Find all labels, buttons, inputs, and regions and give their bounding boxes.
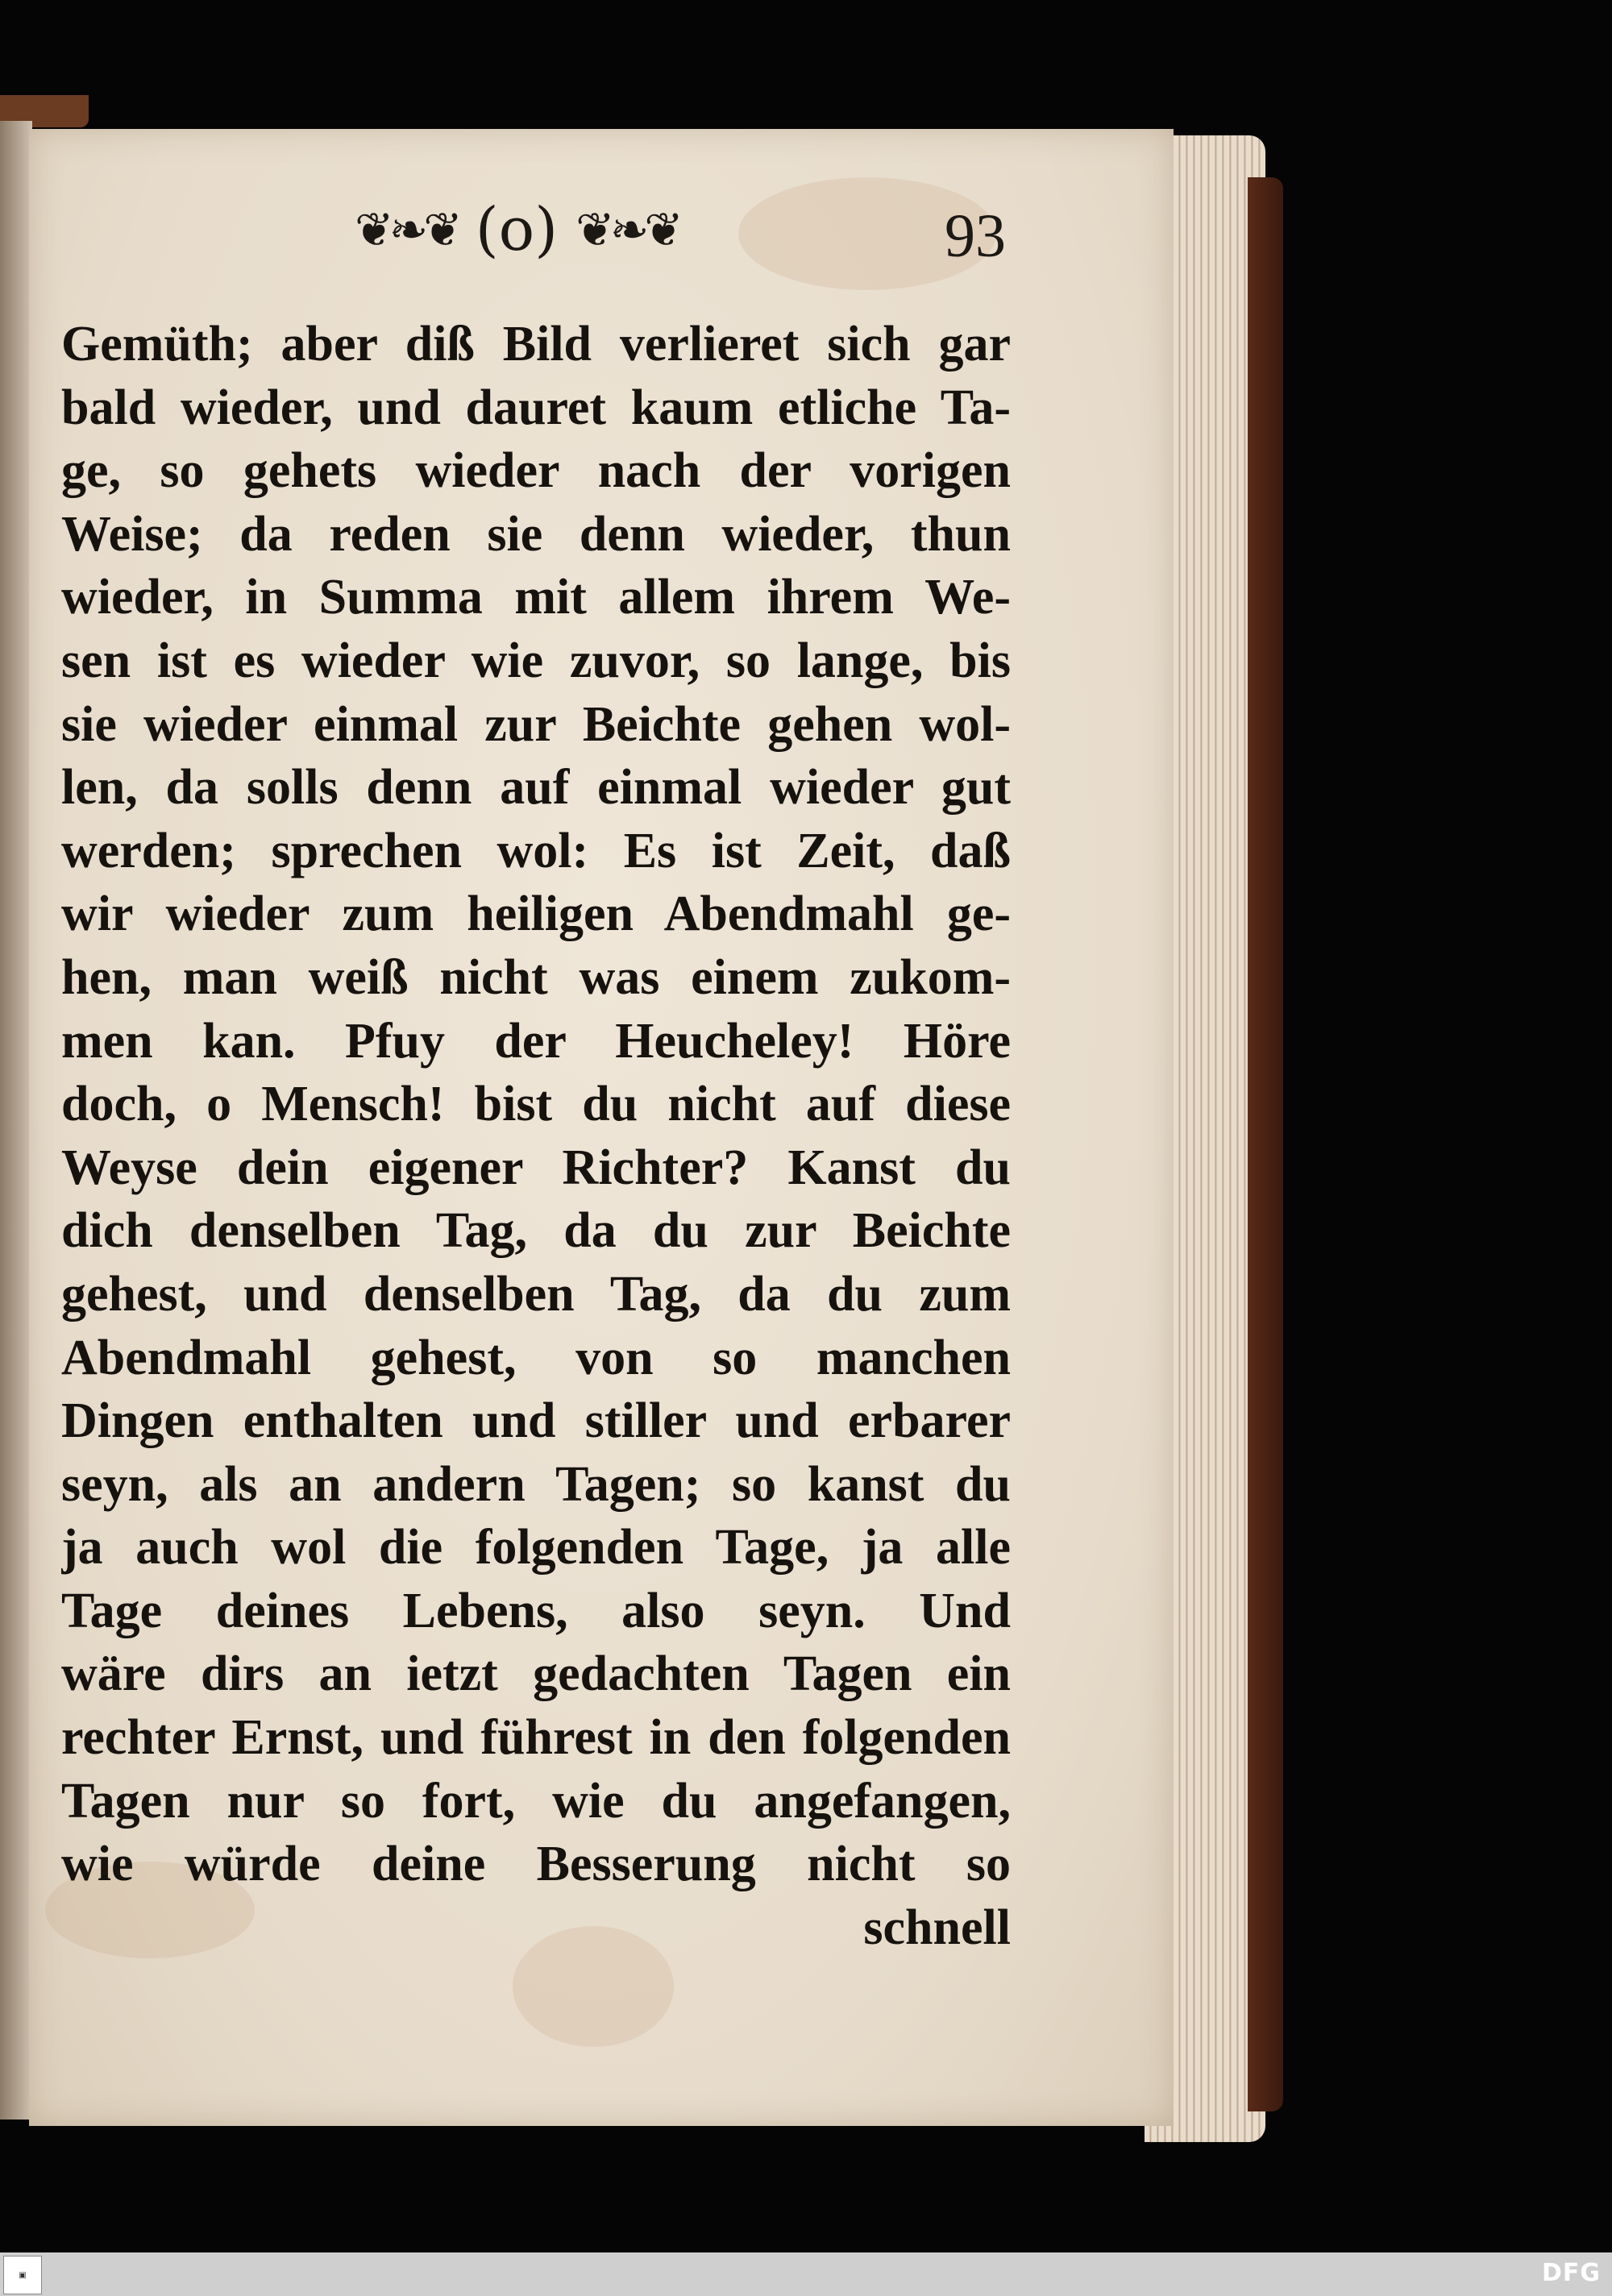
book-spine-edge xyxy=(0,121,32,2120)
text-line: Tage deines Lebens, also seyn. Und xyxy=(61,1583,1011,1638)
text-line: wir wieder zum heiligen Abendmahl ge- xyxy=(61,886,1011,942)
ornament-left: ❦❧❦ xyxy=(355,202,458,257)
text-line: Dingen enthalten und stiller und erbarer xyxy=(61,1393,1011,1449)
ornament-right: ❦❧❦ xyxy=(575,202,679,257)
text-line: gehest, und denselben Tag, da du zum xyxy=(61,1266,1011,1322)
text-line: ge, so gehets wieder nach der vorigen xyxy=(61,443,1011,499)
text-line: doch, o Mensch! bist du nicht auf diese xyxy=(61,1077,1011,1132)
text-line: Weyse dein eigener Richter? Kanst du xyxy=(61,1140,1011,1195)
body-text xyxy=(61,313,1011,1959)
page-header xyxy=(355,189,999,270)
header-mark: (o) xyxy=(475,195,559,264)
text-line: sie wieder einmal zur Beichte gehen wol- xyxy=(61,696,1011,752)
viewer-footer-bar xyxy=(0,2252,1612,2296)
text-line: hen, man weiß nicht was einem zukom- xyxy=(61,949,1011,1005)
text-line: dich denselben Tag, da du zur Beichte xyxy=(61,1203,1011,1259)
book-cover-edge xyxy=(1248,177,1283,2111)
text-line: rechter Ernst, und führest in den folgenden xyxy=(61,1710,1011,1766)
text-line: Gemüth; aber diß Bild verlieret sich gar xyxy=(61,317,1011,372)
catchword: schnell xyxy=(863,1899,1011,1955)
text-line: sen ist es wieder wie zuvor, so lange, bis xyxy=(61,633,1011,688)
text-line: Tagen nur so fort, wie du angefangen, xyxy=(61,1773,1011,1829)
text-line: wie würde deine Besserung nicht so xyxy=(61,1837,1011,1892)
text-line: Abendmahl gehest, von so manchen xyxy=(61,1330,1011,1385)
text-line: men kan. Pfuy der Heucheley! Höre xyxy=(61,1013,1011,1069)
dfg-logo: DFG xyxy=(1541,2259,1601,2287)
text-line: wäre dirs an ietzt gedachten Tagen ein xyxy=(61,1646,1011,1702)
text-line: Weise; da reden sie denn wieder, thun xyxy=(61,506,1011,562)
text-line: seyn, als an andern Tagen; so kanst du xyxy=(61,1456,1011,1512)
text-line: len, da solls denn auf einmal wieder gut xyxy=(61,760,1011,816)
text-line: bald wieder, und dauret kaum etliche Ta- xyxy=(61,380,1011,435)
text-line: werden; sprechen wol: Es ist Zeit, daß xyxy=(61,823,1011,878)
page-number: 93 xyxy=(945,202,1006,270)
text-line: ja auch wol die folgenden Tage, ja alle xyxy=(61,1520,1011,1576)
text-line: wieder, in Summa mit allem ihrem We- xyxy=(61,570,1011,625)
library-logo-icon: ▣ xyxy=(3,2256,42,2294)
